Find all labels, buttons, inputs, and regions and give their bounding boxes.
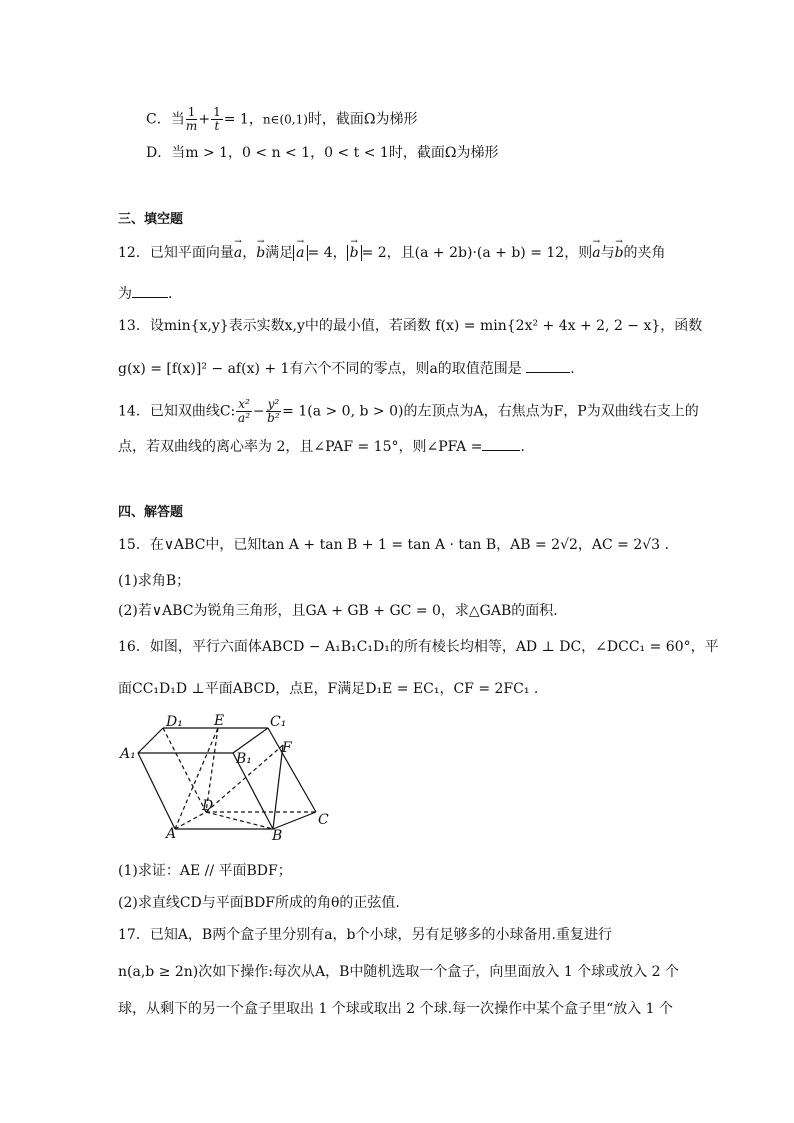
plus-sign: + bbox=[198, 111, 211, 128]
label-C1: C₁ bbox=[270, 714, 287, 730]
edge-C1C bbox=[268, 728, 316, 812]
vector-a: → a bbox=[592, 243, 600, 263]
option-d: D．当m > 1，0 < n < 1，0 < t < 1时，截面Ω为梯形 bbox=[146, 145, 499, 161]
segment-BF bbox=[273, 745, 283, 829]
question-16-line-2: 面CC₁D₁D ⊥平面ABCD，点E，F满足D₁E = EC₁，CF = 2FC₁ . bbox=[118, 681, 539, 697]
label-B: B bbox=[272, 828, 283, 842]
question-17-line-1: 17．已知A，B两个盒子里分别有a，b个小球，另有足够多的小球备用.重复进行 bbox=[118, 927, 612, 943]
vector-a: → a bbox=[296, 243, 304, 263]
vector-b: → b bbox=[350, 243, 359, 263]
question-14-line-2: 点，若双曲线的离心率为 2，且∠PAF = 15°，则∠PFA = ． bbox=[118, 436, 534, 457]
label-A: A bbox=[166, 826, 177, 842]
section-title-fill-blank: 三、填空题 bbox=[118, 212, 184, 227]
question-12-line-1: 12．已知平面向量→ a，→ b满足→ a = 4，→ b = 2，且(a + 2b)·(a + b) = 12，则→ a与→ b的夹角 bbox=[118, 243, 666, 263]
vector-b: → b bbox=[256, 243, 265, 263]
section-title-solutions: 四、解答题 bbox=[118, 505, 184, 520]
fraction-y2-b2 bbox=[266, 398, 282, 425]
q12-text: 的夹角 bbox=[623, 245, 666, 261]
edge-A1A bbox=[138, 753, 175, 829]
fraction-x2-a2 bbox=[236, 398, 252, 425]
label-C: C bbox=[318, 812, 329, 828]
label-E: E bbox=[214, 713, 225, 729]
question-17-line-2: n(a,b ≥ 2n)次如下操作:每次从A，B中随机选取一个盒子，向里面放入 1 个球或放入 2 个 bbox=[118, 964, 679, 980]
answer-blank bbox=[482, 436, 520, 451]
frac-den: b² bbox=[267, 411, 280, 425]
option-c-tail: 时，截面Ω为梯形 bbox=[307, 111, 418, 128]
q12-text: = 2，且 bbox=[361, 245, 415, 261]
q12-text: 与 bbox=[600, 245, 615, 261]
frac-den: t bbox=[214, 119, 220, 133]
frac-den: m bbox=[185, 119, 198, 133]
segment-DB bbox=[206, 812, 273, 829]
question-13-line-1: 13．设min{x,y}表示实数x,y中的最小值，若函数 f(x) = min{2x² + 4x + 2, 2 − x}，函数 bbox=[118, 318, 703, 334]
q14-text: 点，若双曲线的离心率为 2，且∠PAF = 15°，则∠PFA = bbox=[118, 439, 483, 455]
frac-den: a² bbox=[238, 411, 251, 425]
label-A1: A₁ bbox=[120, 746, 136, 762]
option-c-label: C．当 bbox=[146, 111, 185, 128]
q12-text: = 4， bbox=[307, 245, 347, 261]
fraction-1-over-t bbox=[211, 106, 223, 133]
label-D: D bbox=[202, 798, 214, 814]
q14-text: 14．已知双曲线C: bbox=[118, 403, 236, 420]
frac-num: x² bbox=[238, 397, 250, 411]
frac-num: y² bbox=[267, 397, 280, 411]
answer-blank bbox=[526, 358, 570, 373]
question-12-line-2: 为 ． bbox=[118, 283, 182, 304]
question-16-line-1: 16．如图，平行六面体ABCD − A₁B₁C₁D₁的所有棱长均相等，AD ⊥ DC，∠DCC₁ = 60°，平 bbox=[118, 639, 719, 655]
q14-text: = 1(a > 0, b > 0)的左顶点为A，右焦点为F，P为双曲线右支上的 bbox=[282, 403, 699, 420]
vector-b: → b bbox=[615, 243, 624, 263]
question-16-part-2: (2)求直线CD与平面BDF所成的角θ的正弦值. bbox=[118, 895, 400, 911]
question-15-part-1: (1)求角B； bbox=[118, 573, 191, 589]
q13-text: g(x) = [f(x)]² − af(x) + 1有六个不同的零点，则a的取值范围是 bbox=[118, 361, 522, 377]
abs-vector-a bbox=[293, 245, 307, 261]
equals-text: = 1， bbox=[223, 111, 263, 128]
q12-text: 12．已知平面向量 bbox=[118, 245, 234, 261]
option-c bbox=[146, 106, 418, 133]
fraction-1-over-m bbox=[186, 106, 198, 133]
question-14-line-1 bbox=[118, 398, 699, 425]
label-D1: D₁ bbox=[166, 714, 183, 730]
edge-A1D1 bbox=[138, 728, 163, 753]
answer-blank bbox=[132, 283, 168, 298]
minus-sign: − bbox=[252, 403, 265, 420]
question-15-part-2: (2)若∨ABC为锐角三角形，且GA + GB + GC = 0，求△GAB的面积. bbox=[118, 603, 558, 619]
edge-B1C1 bbox=[233, 728, 268, 753]
q12-text: 满足 bbox=[265, 245, 294, 261]
edge-AD bbox=[175, 812, 206, 829]
parallelepiped-figure bbox=[118, 712, 338, 842]
condition-text: n∈(0,1) bbox=[262, 112, 308, 127]
question-17-line-3: 球，从剩下的另一个盒子里取出 1 个球或取出 2 个球.每一次操作中某个盒子里“放入 1 个 bbox=[118, 1001, 674, 1017]
frac-num: 1 bbox=[213, 105, 221, 119]
label-B1: B₁ bbox=[236, 751, 252, 767]
vector-a: → a bbox=[234, 243, 242, 263]
edge-BC bbox=[273, 812, 316, 829]
question-15-stem: 15．在∨ABC中，已知tan A + tan B + 1 = tan A · tan B，AB = 2√2，AC = 2√3 . bbox=[118, 537, 669, 553]
question-13-line-2: g(x) = [f(x)]² − af(x) + 1有六个不同的零点，则a的取值范围是 ． bbox=[118, 358, 584, 379]
abs-vector-b bbox=[347, 245, 362, 261]
frac-num: 1 bbox=[187, 105, 196, 119]
q12-text: (a + 2b)·(a + b) = 12，则 bbox=[414, 245, 593, 261]
question-16-part-1: (1)求证：AE // 平面BDF； bbox=[118, 863, 292, 879]
q12-text: 为 bbox=[118, 286, 132, 302]
label-F: F bbox=[282, 740, 292, 756]
